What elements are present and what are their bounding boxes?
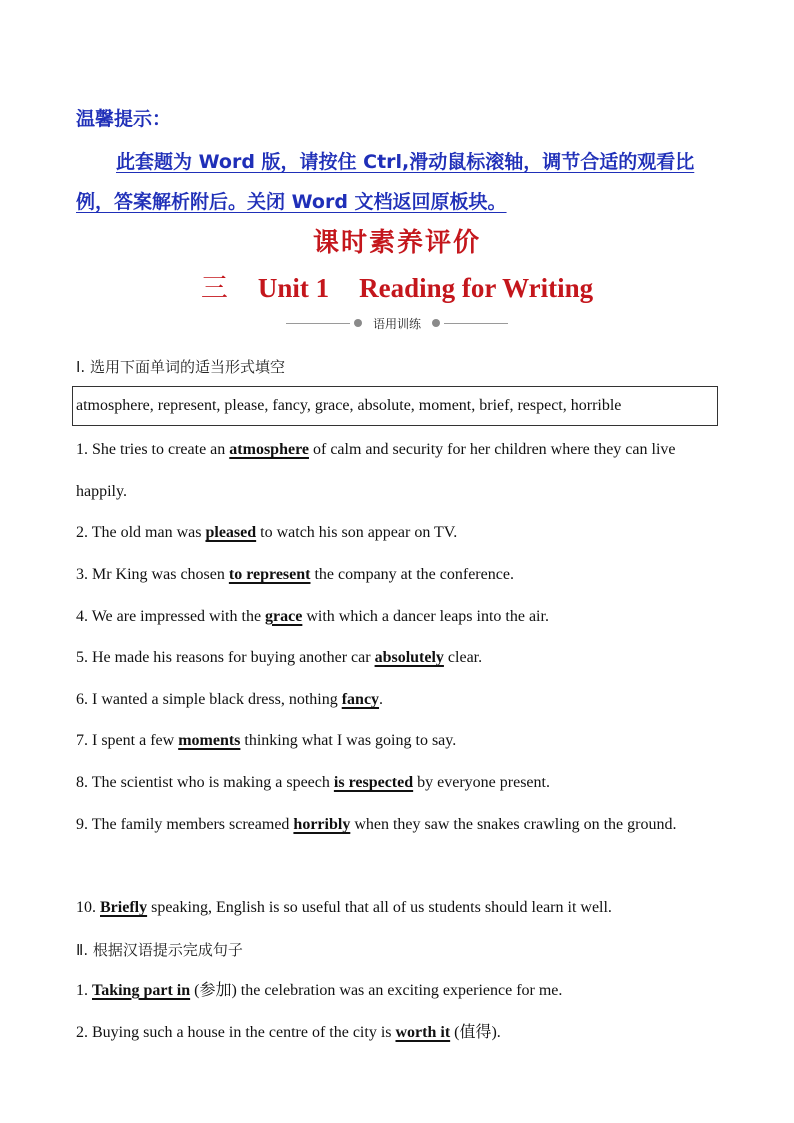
question-number: 9. bbox=[76, 816, 88, 833]
question-text: when they saw the snakes crawling on the ground. bbox=[354, 816, 677, 833]
question-text: He made his reasons for buying another car bbox=[92, 649, 371, 666]
question-text: speaking, English is so useful that all of us students should learn it well. bbox=[151, 899, 612, 916]
section2-heading: Ⅱ. 根据汉语提示完成句子 bbox=[76, 941, 243, 959]
question-text: . bbox=[379, 691, 384, 708]
question-number: 7. bbox=[76, 732, 88, 749]
answer: absolutely bbox=[374, 649, 444, 666]
question-number: 5. bbox=[76, 649, 88, 666]
question-number: 3. bbox=[76, 566, 88, 583]
question-text: The scientist who is making a speech bbox=[91, 774, 330, 791]
section-divider bbox=[286, 314, 508, 334]
question-text: (值得). bbox=[454, 1024, 501, 1041]
question-text: the company at the conference. bbox=[314, 566, 514, 583]
question-10 bbox=[76, 887, 720, 929]
answer: horribly bbox=[293, 816, 351, 833]
question-3 bbox=[76, 554, 720, 596]
tip-heading: 温馨提示： bbox=[76, 108, 172, 130]
answer: pleased bbox=[205, 524, 257, 541]
question-9 bbox=[76, 804, 720, 846]
question-text: We are impressed with the bbox=[91, 608, 262, 625]
question-2-1 bbox=[76, 970, 720, 1012]
unit-title bbox=[0, 266, 794, 305]
divider-dot-right bbox=[432, 319, 440, 327]
unit-label: Unit 1 bbox=[257, 273, 330, 303]
question-number: 2. bbox=[76, 1024, 88, 1041]
question-1 bbox=[76, 429, 720, 513]
answer: grace bbox=[265, 608, 303, 625]
question-text: Mr King was chosen bbox=[92, 566, 225, 583]
answer: atmosphere bbox=[229, 441, 309, 458]
question-text: She tries to create an bbox=[92, 441, 226, 458]
answer: to represent bbox=[228, 566, 311, 583]
answer: Taking part in bbox=[92, 982, 191, 999]
question-number: 10. bbox=[76, 899, 96, 916]
question-6 bbox=[76, 679, 720, 721]
tip-body bbox=[76, 142, 724, 222]
section1-heading: Ⅰ. 选用下面单词的适当形式填空 bbox=[76, 358, 285, 376]
question-5 bbox=[76, 637, 720, 679]
question-text: clear. bbox=[447, 649, 483, 666]
divider-label: 语用训练 bbox=[372, 317, 421, 331]
question-text: I spent a few bbox=[92, 732, 175, 749]
lesson-title: 课时素养评价 bbox=[312, 228, 481, 257]
question-8 bbox=[76, 762, 720, 804]
question-text: The family members screamed bbox=[91, 816, 290, 833]
question-text: by everyone present. bbox=[417, 774, 550, 791]
question-text: of calm and security for her children where they can live happily. bbox=[76, 441, 676, 500]
question-2-2 bbox=[76, 1012, 720, 1054]
question-text: with which a dancer leaps into the air. bbox=[306, 608, 549, 625]
question-number: 8. bbox=[76, 774, 88, 791]
question-number: 1. bbox=[76, 441, 88, 458]
question-number: 2. bbox=[76, 524, 88, 541]
question-text: thinking what I was going to say. bbox=[244, 732, 457, 749]
word-bank: atmosphere, represent, please, fancy, grace, absolute, moment, brief, respect, horrible bbox=[72, 386, 718, 426]
question-4 bbox=[76, 596, 720, 638]
answer: worth it bbox=[395, 1024, 451, 1041]
question-text: I wanted a simple black dress, nothing bbox=[92, 691, 338, 708]
question-text: to watch his son appear on TV. bbox=[260, 524, 458, 541]
divider-line-right bbox=[444, 323, 508, 324]
answer: Briefly bbox=[100, 899, 148, 916]
question-number: 1. bbox=[76, 982, 88, 999]
tip-body-text: 此套题为 Word 版，请按住 Ctrl,滑动鼠标滚轴，调节合适的观看比例，答案解析附后。关闭 Word 文档返回原板块。 bbox=[76, 151, 695, 213]
question-2 bbox=[76, 512, 720, 554]
answer: fancy bbox=[341, 691, 380, 708]
question-number: 6. bbox=[76, 691, 88, 708]
question-text: The old man was bbox=[91, 524, 202, 541]
lesson-number: 三 bbox=[200, 273, 228, 303]
question-text: Buying such a house in the centre of the city is bbox=[92, 1024, 392, 1041]
question-text: (参加) the celebration was an exciting experience for me. bbox=[194, 982, 563, 999]
question-number: 4. bbox=[76, 608, 88, 625]
answer: moments bbox=[178, 732, 241, 749]
unit-topic: Reading for Writing bbox=[359, 273, 594, 303]
question-7 bbox=[76, 720, 720, 762]
answer: is respected bbox=[333, 774, 414, 791]
